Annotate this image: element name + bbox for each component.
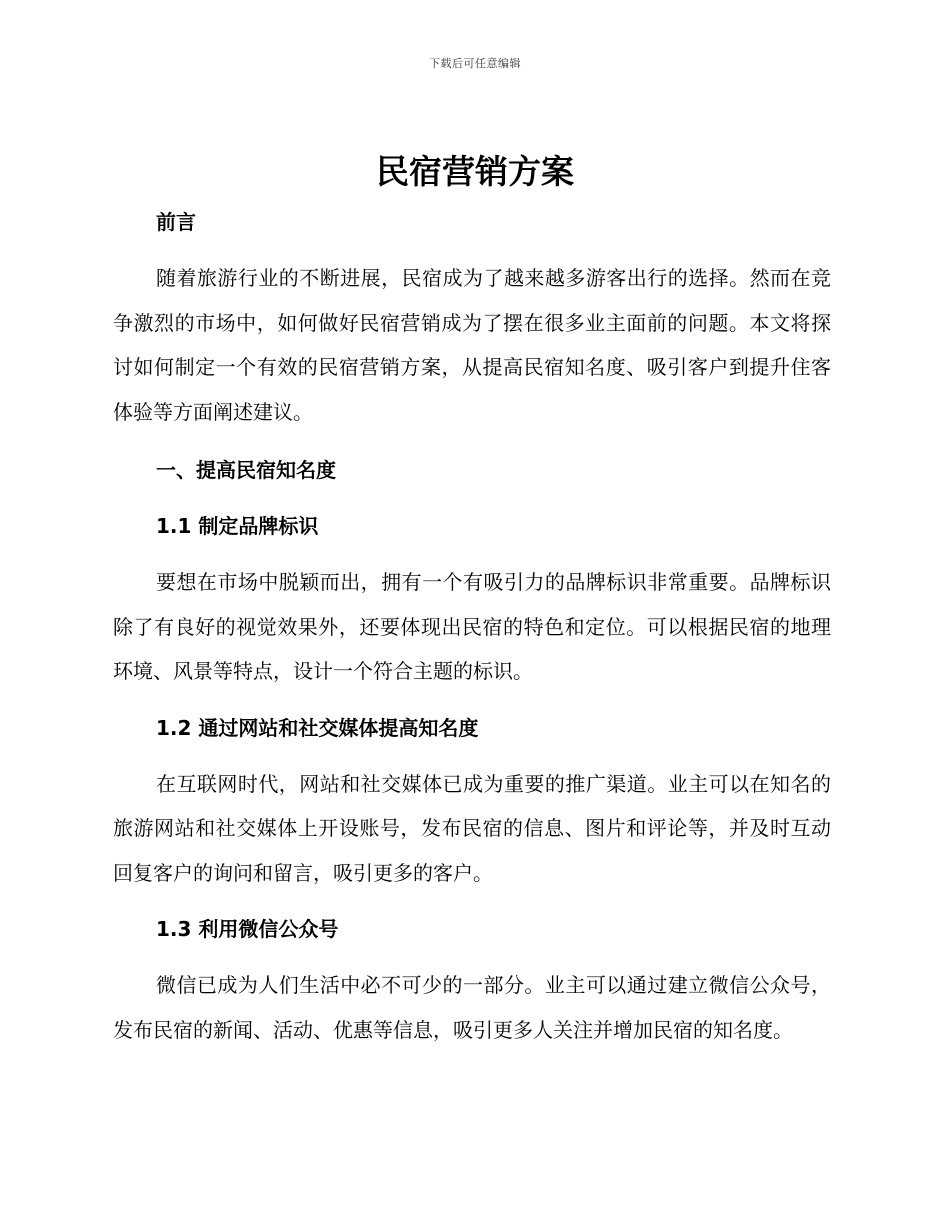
paragraph-1-2: 在互联网时代，网站和社交媒体已成为重要的推广渠道。业主可以在知名的旅游网站和社交媒体上开设账号，发布民宿的信息、图片和评论等，并及时互动回复客户的询问和留言，吸引更多的客户。 [113,771,831,885]
paragraph-1-1: 要想在市场中脱颖而出，拥有一个有吸引力的品牌标识非常重要。品牌标识除了有良好的视觉效果外，还要体现出民宿的特色和定位。可以根据民宿的地理环境、风景等特点，设计一个符合主题的标识。 [113,570,831,683]
document-body [113,200,831,1052]
subsection-heading-1-2: 1.2 通过网站和社交媒体提高知名度 [156,715,479,740]
spacer [113,492,831,504]
document-title: 民宿营销方案 [376,152,574,191]
spacer [113,434,831,448]
spacer [113,694,831,706]
subsection-heading-1-3: 1.3 利用微信公众号 [156,917,339,941]
subsection-heading-1-1: 1.1 制定品牌标识 [156,514,319,538]
page-header-note: 下载后可任意编辑 [429,57,521,70]
spacer [113,244,831,256]
paragraph-1-3: 微信已成为人们生活中必不可少的一部分。业主可以通过建立微信公众号，发布民宿的新闻、活动、优惠等信息，吸引更多人关注并增加民宿的知名度。 [113,973,831,1042]
paragraph-preface: 随着旅游行业的不断进展，民宿成为了越来越多游客出行的选择。然而在竞争激烈的市场中，如何做好民宿营销成为了摆在很多业主面前的问题。本文将探讨如何制定一个有效的民宿营销方案，从提高民宿知名度、吸引客户到提升住客体验等方面阐述建议。 [113,266,831,424]
section-heading-part1: 一、提高民宿知名度 [156,458,336,482]
spacer [113,951,831,963]
spacer [113,750,831,762]
spacer [113,895,831,907]
section-heading-preface: 前言 [156,210,196,234]
spacer [113,548,831,560]
